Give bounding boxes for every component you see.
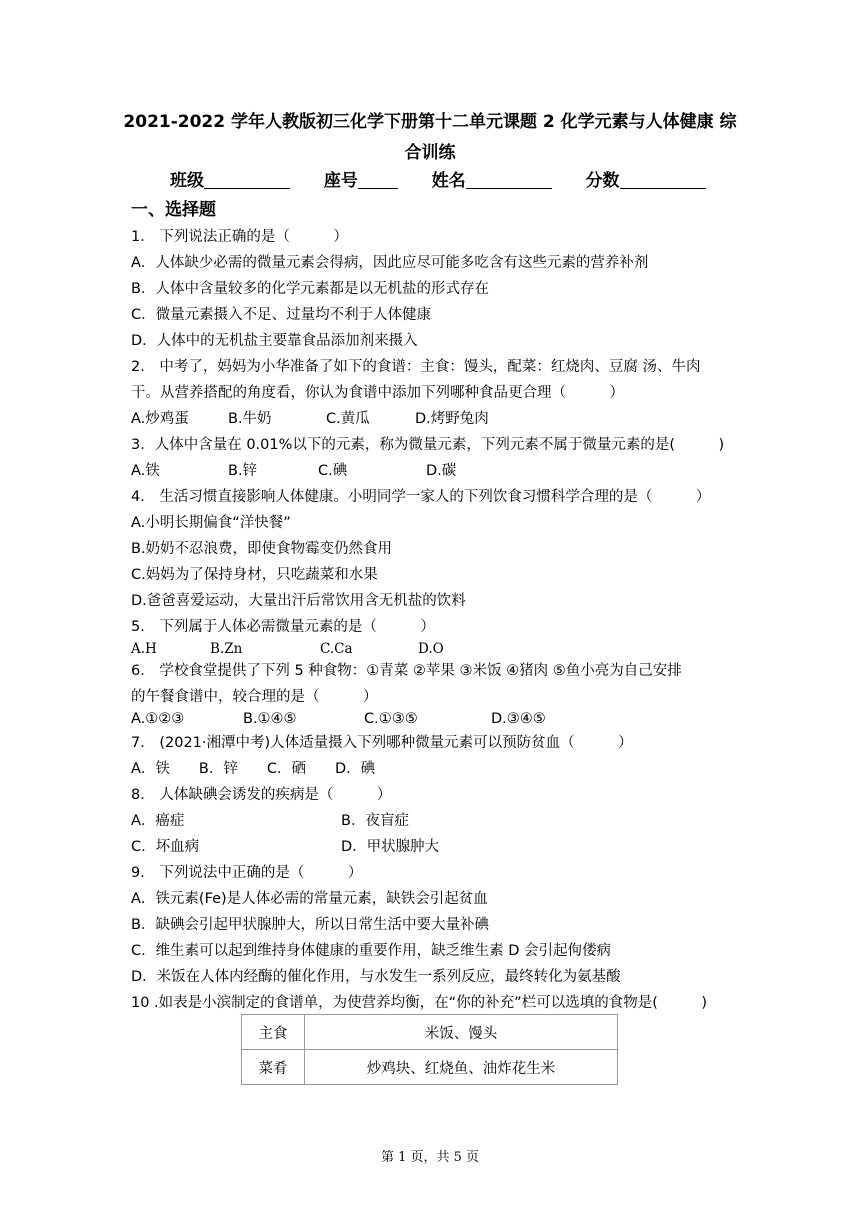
question-3-option-d: D.碳 xyxy=(426,463,457,479)
question-1-option-c: C．微量元素摄入不足、过量均不利于人体健康 xyxy=(131,307,432,323)
question-2-stem-continued: 干。从营养搭配的角度看，你认为食谱中添加下列哪种食品更合理（ ） xyxy=(131,385,624,401)
question-2-option-c: C.黄瓜 xyxy=(326,411,370,427)
question-9-stem: 9． 下列说法中正确的是（ ） xyxy=(131,865,363,881)
question-2-stem: 2． 中考了，妈妈为小华准备了如下的食谱：主食：馒头，配菜：红烧肉、豆腐 汤、牛肉 xyxy=(131,359,701,375)
question-9-option-a: A．铁元素(Fe)是人体必需的常量元素，缺铁会引起贫血 xyxy=(131,891,488,907)
question-9-option-d: D．米饭在人体内经酶的催化作用，与水发生一系列反应，最终转化为氨基酸 xyxy=(131,969,621,985)
question-2-option-b: B.牛奶 xyxy=(228,411,272,427)
question-8-option-b: B．夜盲症 xyxy=(341,813,409,829)
table-cell: 米饭、馒头 xyxy=(305,1015,618,1050)
score-label: 分数 xyxy=(585,171,620,191)
question-10-stem: 10 .如表是小滨制定的食谱单，为使营养均衡，在“你的补充”栏可以选填的食物是( ) xyxy=(131,995,708,1011)
question-5-option-d: D.O xyxy=(418,641,444,657)
question-9-option-b: B．缺碘会引起甲状腺肿大，所以日常生活中要大量补碘 xyxy=(131,917,489,933)
question-8-stem: 8． 人体缺碘会诱发的疾病是（ ） xyxy=(131,787,392,803)
question-6-option-a: A.①②③ xyxy=(131,711,185,727)
question-5-option-a: A.H xyxy=(131,641,157,657)
question-1-stem: 1． 下列说法正确的是（ ） xyxy=(131,229,348,245)
meal-plan-table xyxy=(241,1014,618,1085)
question-5-option-b: B.Zn xyxy=(210,641,243,657)
question-4-stem: 4． 生活习惯直接影响人体健康。小明同学一家人的下列饮食习惯科学合理的是（ ） xyxy=(131,489,711,505)
question-6-option-c: C.①③⑤ xyxy=(364,711,418,727)
question-6-stem: 6． 学校食堂提供了下列 5 种食物：①青菜 ②苹果 ③米饭 ④猪肉 ⑤鱼小亮为自己安排 xyxy=(131,663,682,679)
question-3-option-b: B.锌 xyxy=(228,463,258,479)
question-1-option-a: A．人体缺少必需的微量元素会得病，因此应尽可能多吃含有这些元素的营养补剂 xyxy=(131,255,649,271)
seat-label: 座号 xyxy=(323,171,358,191)
section-heading: 一、选择题 xyxy=(131,200,216,220)
document-title: 2021-2022 学年人教版初三化学下册第十二单元课题 2 化学元素与人体健康 综 xyxy=(123,112,737,132)
question-8-option-a: A．癌症 xyxy=(131,813,185,829)
question-3-stem: 3．人体中含量在 0.01%以下的元素，称为微量元素，下列元素不属于微量元素的是( ) xyxy=(131,437,725,453)
question-4-option-c: C.妈妈为了保持身材，只吃蔬菜和水果 xyxy=(131,567,378,583)
class-label: 班级 xyxy=(170,171,204,191)
question-6-option-b: B.①④⑤ xyxy=(243,711,297,727)
question-6-stem-continued: 的午餐食谱中，较合理的是（ ） xyxy=(131,689,378,705)
student-info-line xyxy=(170,168,706,194)
table-row xyxy=(242,1050,618,1085)
question-6-option-d: D.③④⑤ xyxy=(491,711,546,727)
question-2-option-a: A.炒鸡蛋 xyxy=(131,411,189,427)
question-9-option-c: C．维生素可以起到维持身体健康的重要作用，缺乏维生素 D 会引起佝偻病 xyxy=(131,943,612,959)
table-cell: 主食 xyxy=(242,1015,305,1050)
question-4-option-a: A.小明长期偏食“洋快餐” xyxy=(131,515,291,531)
question-7-stem: 7． (2021·湘潭中考)人体适量摄入下列哪种微量元素可以预防贫血（ ） xyxy=(131,735,633,751)
question-2-option-d: D.烤野兔肉 xyxy=(415,411,489,427)
seat-blank[interactable] xyxy=(358,170,398,189)
page-footer: 第 1 页，共 5 页 xyxy=(380,1150,480,1165)
name-label: 姓名 xyxy=(431,171,466,191)
class-blank[interactable] xyxy=(204,170,290,189)
question-1-option-d: D．人体中的无机盐主要靠食品添加剂来摄入 xyxy=(131,333,418,349)
question-3-option-a: A.铁 xyxy=(131,463,160,479)
question-4-option-b: B.奶奶不忍浪费，即使食物霉变仍然食用 xyxy=(131,541,393,557)
table-cell: 炒鸡块、红烧鱼、油炸花生米 xyxy=(305,1050,618,1085)
table-row xyxy=(242,1015,618,1050)
question-8-option-d: D．甲状腺肿大 xyxy=(341,839,440,855)
question-8-option-c: C．坏血病 xyxy=(131,839,200,855)
document-title-continued: 合训练 xyxy=(404,143,456,163)
question-1-option-b: B．人体中含量较多的化学元素都是以无机盐的形式存在 xyxy=(131,281,489,297)
question-3-option-c: C.碘 xyxy=(318,463,348,479)
table-cell: 菜肴 xyxy=(242,1050,305,1085)
question-4-option-d: D.爸爸喜爱运动，大量出汗后常饮用含无机盐的饮料 xyxy=(131,593,466,609)
name-blank[interactable] xyxy=(466,170,552,189)
question-5-stem: 5． 下列属于人体必需微量元素的是（ ） xyxy=(131,619,435,635)
score-blank[interactable] xyxy=(620,170,706,189)
question-5-option-c: C.Ca xyxy=(320,641,353,657)
question-7-options: A．铁 B．锌 C．硒 D．碘 xyxy=(131,761,376,777)
